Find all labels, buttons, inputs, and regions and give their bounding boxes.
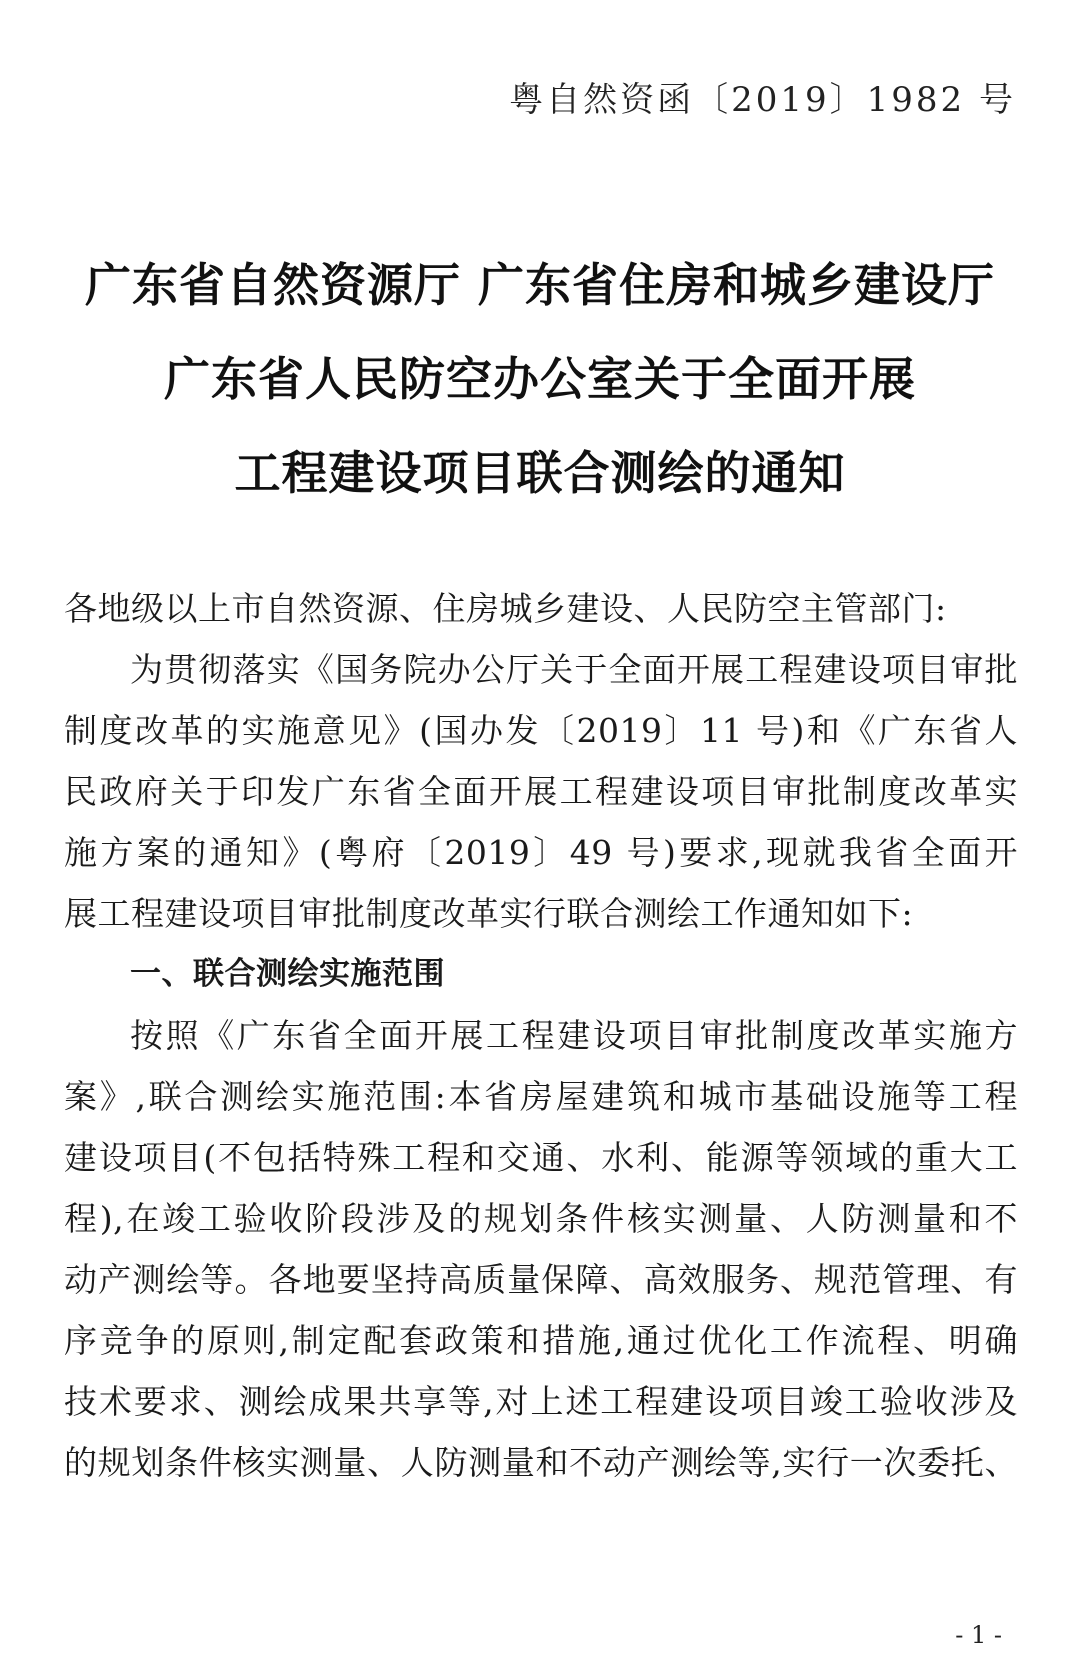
- body-line: 为贯彻落实《国务院办公厅关于全面开展工程建设项目审批: [130, 650, 1018, 689]
- body-line: 施方案的通知》(粤府〔2019〕49 号)要求,现就我省全面开: [64, 833, 1018, 872]
- body-line: 序竞争的原则,制定配套政策和措施,通过优化工作流程、明确: [64, 1321, 1018, 1360]
- section-heading-1: 一、联合测绘实施范围: [130, 956, 445, 992]
- title-line-1: 广东省自然资源厅 广东省住房和城乡建设厅: [84, 258, 995, 312]
- salutation: 各地级以上市自然资源、住房城乡建设、人民防空主管部门:: [64, 589, 947, 628]
- document-body: [64, 578, 1018, 1493]
- document-title: [0, 238, 1080, 520]
- document-number: 粤自然资函〔2019〕1982 号: [509, 80, 1016, 120]
- title-line-2: 广东省人民防空办公室关于全面开展: [164, 352, 916, 406]
- body-line: 案》,联合测绘实施范围:本省房屋建筑和城市基础设施等工程: [64, 1077, 1018, 1116]
- title-line-3: 工程建设项目联合测绘的通知: [234, 446, 846, 500]
- body-line: 程),在竣工验收阶段涉及的规划条件核实测量、人防测量和不: [64, 1199, 1018, 1238]
- body-line: 动产测绘等。各地要坚持高质量保障、高效服务、规范管理、有: [64, 1260, 1018, 1299]
- body-line: 民政府关于印发广东省全面开展工程建设项目审批制度改革实: [64, 772, 1018, 811]
- body-line: 的规划条件核实测量、人防测量和不动产测绘等,实行一次委托、: [64, 1443, 1018, 1482]
- body-line: 展工程建设项目审批制度改革实行联合测绘工作通知如下:: [64, 894, 914, 933]
- body-line: 制度改革的实施意见》(国办发〔2019〕11 号)和《广东省人: [64, 711, 1018, 750]
- body-line: 建设项目(不包括特殊工程和交通、水利、能源等领域的重大工: [64, 1138, 1018, 1177]
- page-number: - 1 -: [955, 1621, 1002, 1649]
- body-line: 按照《广东省全面开展工程建设项目审批制度改革实施方: [130, 1016, 1018, 1055]
- body-line: 技术要求、测绘成果共享等,对上述工程建设项目竣工验收涉及: [64, 1382, 1018, 1421]
